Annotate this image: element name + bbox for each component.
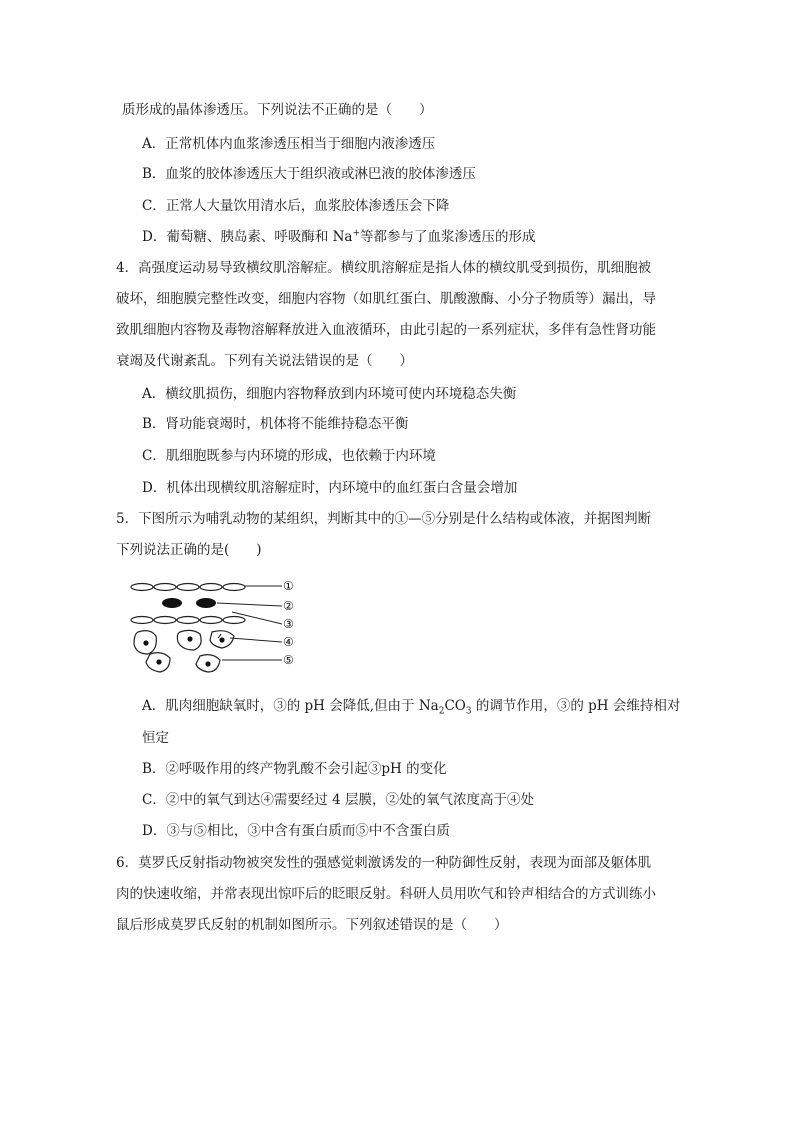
q3-option-d-post: 等都参与了血浆渗透压的形成 <box>360 229 536 245</box>
q3-option-a: A．正常机体内血浆渗透压相当于细胞内液渗透压 <box>142 136 436 152</box>
q5-option-d: D．③与⑤相比，③中含有蛋白质而⑤中不含蛋白质 <box>142 823 450 839</box>
q5-option-c: C．②中的氧气到达④需要经过 4 层膜，②处的氧气浓度高于④处 <box>142 792 535 808</box>
q5-option-a <box>142 696 680 716</box>
diagram-label-2: ② <box>283 599 294 613</box>
q5-option-a-post: 的调节作用，③的 pH 会维持相对 <box>471 698 681 714</box>
q3-stem-tail: 质形成的晶体渗透压。下列说法不正确的是（ ） <box>122 102 433 118</box>
q4-option-b: B．肾功能衰竭时，机体将不能维持稳态平衡 <box>142 416 409 432</box>
q5-stem-line-1: 5．下图所示为哺乳动物的某组织，判断其中的①—⑤分别是什么结构或体液，并据图判断 <box>116 511 652 527</box>
q4-option-c: C．肌细胞既参与内环境的形成，也依赖于内环境 <box>142 448 436 464</box>
diagram-label-5: ⑤ <box>283 653 294 667</box>
q5-option-a-pre: A．肌肉细胞缺氧时，③的 pH 会降低,但由于 Na <box>142 698 439 714</box>
q4-stem-line-1: 4．高强度运动易导致横纹肌溶解症。横纹肌溶解症是指人体的横纹肌受到损伤，肌细胞被 <box>116 260 652 276</box>
q5-option-a-sub1: 2 <box>438 706 445 717</box>
q3-option-d <box>142 227 536 247</box>
q4-stem-line-3: 致肌细胞内容物及毒物溶解释放进入血液循环，由此引起的一系列症状，多伴有急性肾功能 <box>116 322 656 338</box>
diagram-label-1: ① <box>283 579 294 593</box>
q6-stem-line-2: 肉的快速收缩，并常表现出惊吓后的眨眼反射。科研人员用吹气和铃声相结合的方式训练小 <box>116 886 656 902</box>
q5-option-a-sub2: 3 <box>465 706 472 717</box>
q4-stem-line-2: 破坏，细胞膜完整性改变，细胞内容物（如肌红蛋白、肌酸激酶、小分子物质等）漏出，导 <box>116 291 656 307</box>
q5-option-a-mid: CO <box>444 698 466 714</box>
q5-option-a-continued: 恒定 <box>142 730 169 746</box>
q6-stem-line-3: 鼠后形成莫罗氏反射的机制如图所示。下列叙述错误的是（ ） <box>116 917 508 933</box>
red-blood-cells <box>162 598 216 608</box>
q3-option-d-sup: + <box>352 228 361 239</box>
q3-option-c: C．正常人大量饮用清水后，血浆胶体渗透压会下降 <box>142 198 450 214</box>
diagram-label-3: ③ <box>283 617 294 631</box>
capillary-wall-top <box>131 584 245 591</box>
q5-option-b: B．②呼吸作用的终产物乳酸不会引起③pH 的变化 <box>142 761 447 777</box>
diagram-label-4: ④ <box>283 635 294 649</box>
q3-option-d-pre: D．葡萄糖、胰岛素、呼吸酶和 Na <box>142 229 353 245</box>
q5-stem-line-2: 下列说法正确的是( ) <box>116 542 262 558</box>
q4-option-d: D．机体出现横纹肌溶解症时，内环境中的血红蛋白含量会增加 <box>142 480 518 496</box>
q4-stem-line-4: 衰竭及代谢紊乱。下列有关说法错误的是（ ） <box>116 353 413 369</box>
cell-nuclei <box>143 636 224 666</box>
capillary-wall-bottom <box>131 617 245 624</box>
tissue-diagram <box>122 572 312 676</box>
q6-stem-line-1: 6．莫罗氏反射指动物被突发性的强感觉刺激诱发的一种防御性反射，表现为面部及躯体肌 <box>116 855 652 871</box>
q3-option-b: B．血浆的胶体渗透压大于组织液或淋巴液的胶体渗透压 <box>142 166 476 182</box>
q4-option-a: A．横纹肌损伤，细胞内容物释放到内环境可使内环境稳态失衡 <box>142 386 517 402</box>
